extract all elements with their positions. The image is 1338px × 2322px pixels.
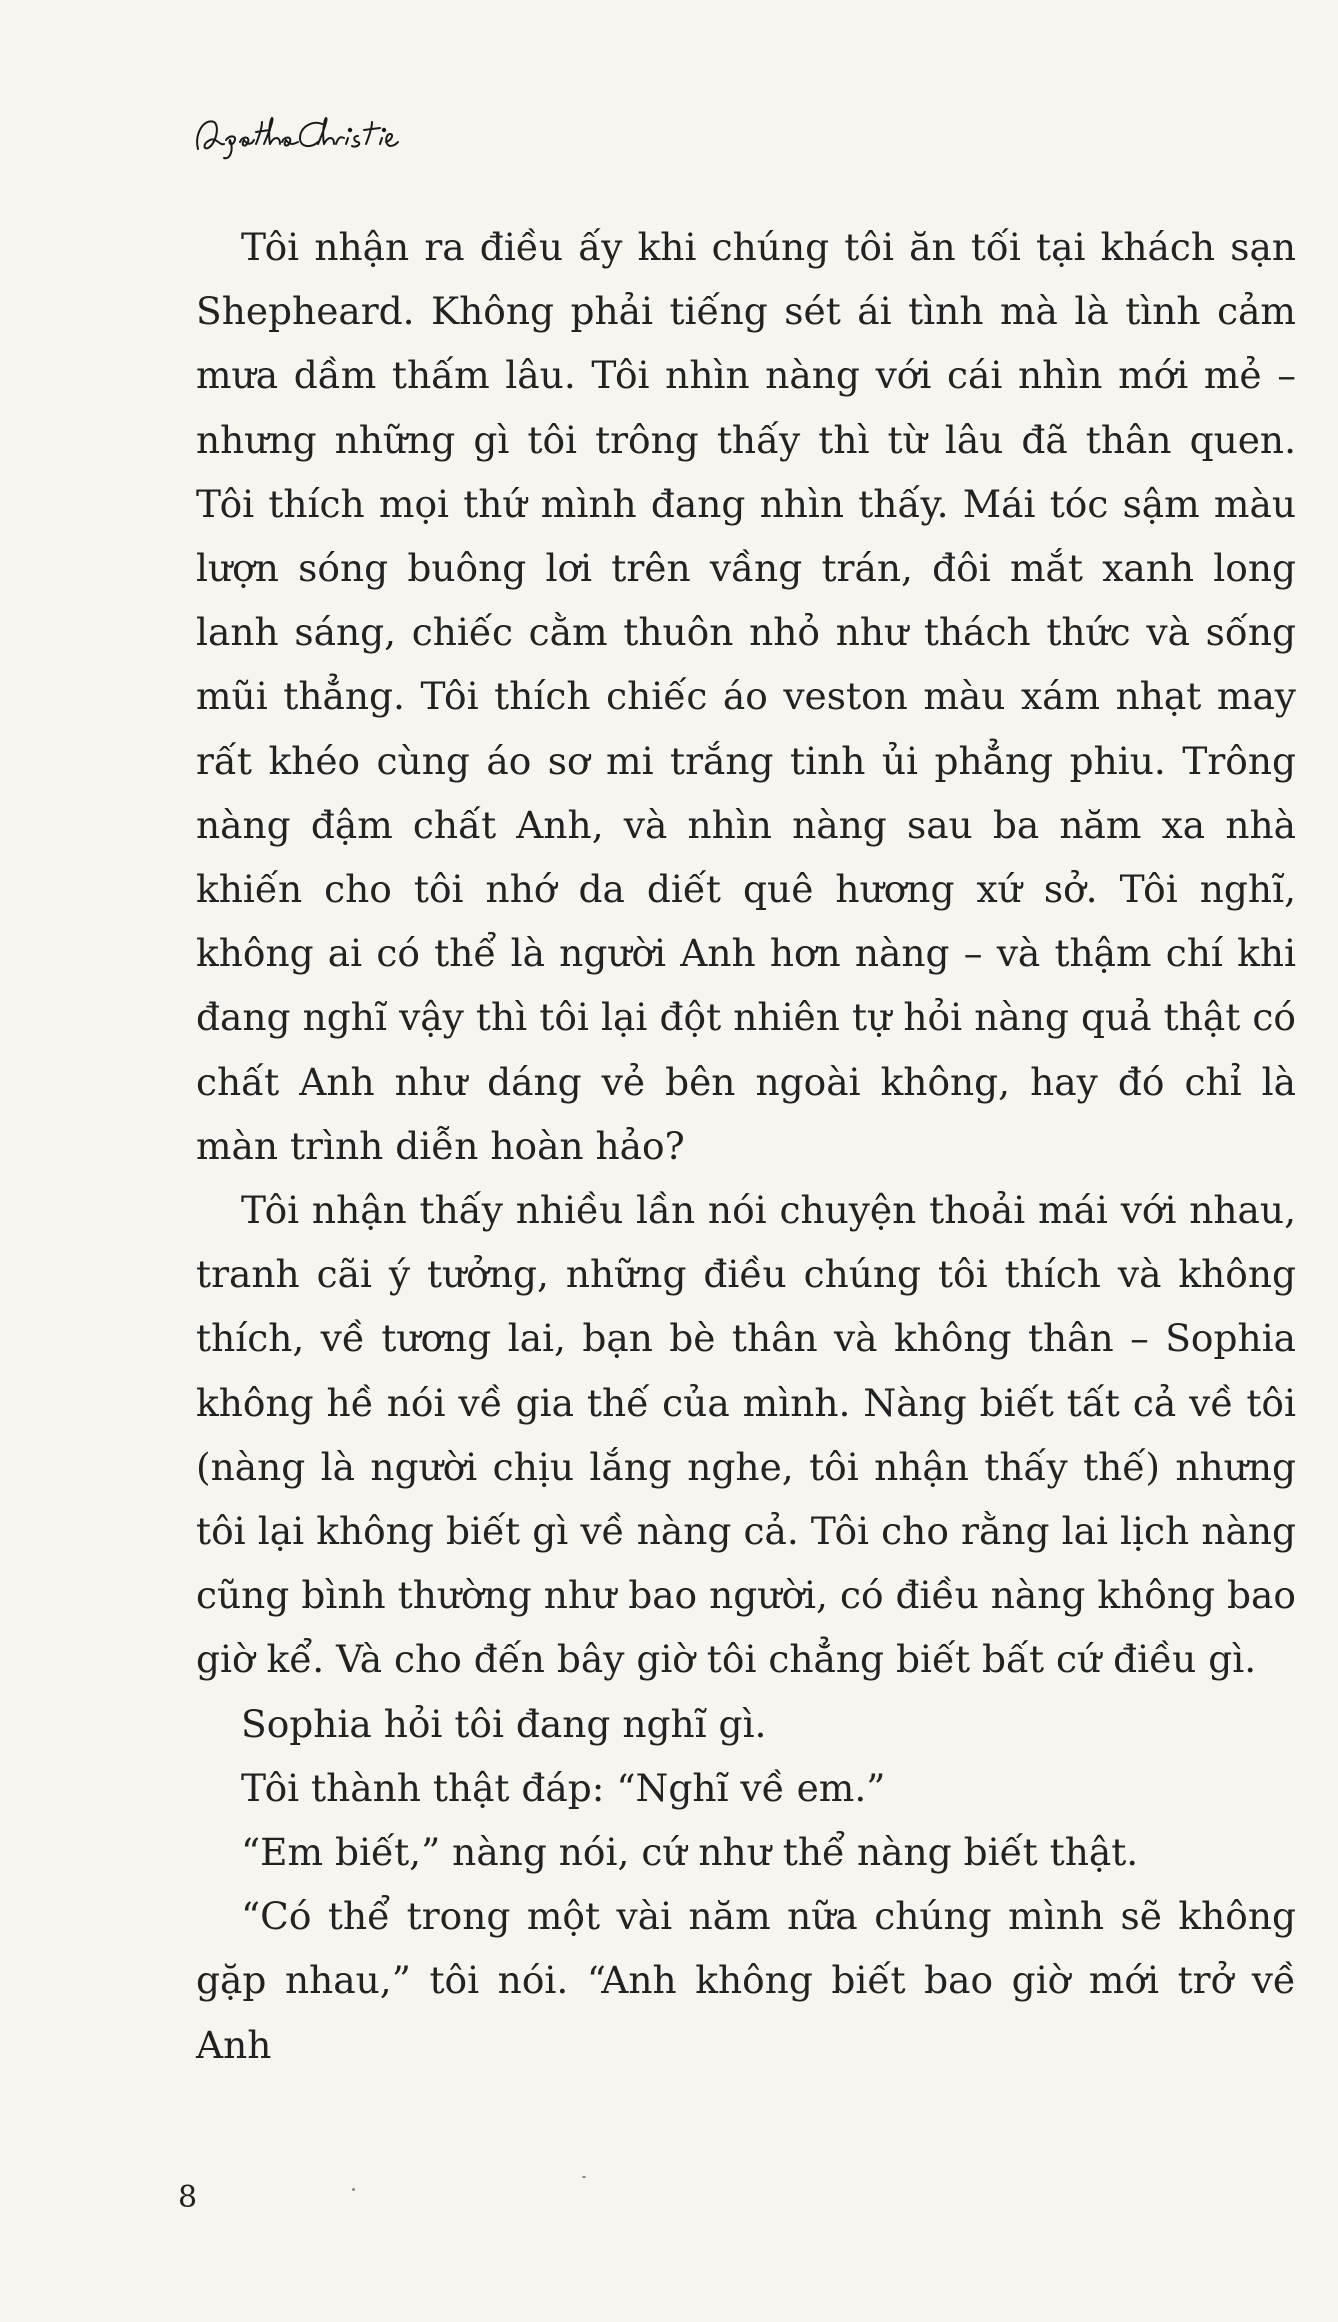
paragraph-2: Tôi nhận thấy nhiều lần nói chuyện thoải mái với nhau, tranh cãi ý tưởng, những điều chúng tôi thích và không thích, về tương lai, bạn bè thân và không thân – Sophia không hề nói về gia thế của mình. Nàng biết tất cả về tôi (nàng là người chịu lắng nghe, tôi nhận thấy thế) nhưng tôi lại không biết gì về nàng cả. Tôi cho rằng lai lịch nàng cũng bình thường như bao người, có điều nàng không bao giờ kể. Và cho đến bây giờ tôi chẳng biết bất cứ điều gì.: [196, 1188, 1296, 1682]
paragraph-4: Tôi thành thật đáp: “Nghĩ về em.”: [241, 1765, 886, 1810]
body-text: [196, 215, 1296, 2077]
paragraph-5: “Em biết,” nàng nói, cứ như thể nàng biết thật.: [241, 1830, 1139, 1875]
paragraph-6: “Có thể trong một vài năm nữa chúng mình sẽ không gặp nhau,” tôi nói. “Anh không biết bao giờ mới trở về Anh: [196, 1894, 1296, 2067]
author-signature: [190, 104, 450, 164]
paper-speck: [352, 2188, 355, 2191]
paper-speck: [582, 2176, 586, 2178]
paragraph-3: Sophia hỏi tôi đang nghĩ gì.: [241, 1701, 767, 1746]
page-number: 8: [178, 2180, 198, 2215]
paragraph-1: Tôi nhận ra điều ấy khi chúng tôi ăn tối tại khách sạn Shepheard. Không phải tiếng sét ái tình mà là tình cảm mưa dầm thấm lâu. Tôi nhìn nàng với cái nhìn mới mẻ – nhưng những gì tôi trông thấy thì từ lâu đã thân quen. Tôi thích mọi thứ mình đang nhìn thấy. Mái tóc sậm màu lượn sóng buông lơi trên vầng trán, đôi mắt xanh long lanh sáng, chiếc cằm thuôn nhỏ như thách thức và sống mũi thẳng. Tôi thích chiếc áo veston màu xám nhạt may rất khéo cùng áo sơ mi trắng tinh ủi phẳng phiu. Trông nàng đậm chất Anh, và nhìn nàng sau ba năm xa nhà khiến cho tôi nhớ da diết quê hương xứ sở. Tôi nghĩ, không ai có thể là người Anh hơn nàng – và thậm chí khi đang nghĩ vậy thì tôi lại đột nhiên tự hỏi nàng quả thật có chất Anh như dáng vẻ bên ngoài không, hay đó chỉ là màn trình diễn hoàn hảo?: [196, 225, 1296, 1168]
